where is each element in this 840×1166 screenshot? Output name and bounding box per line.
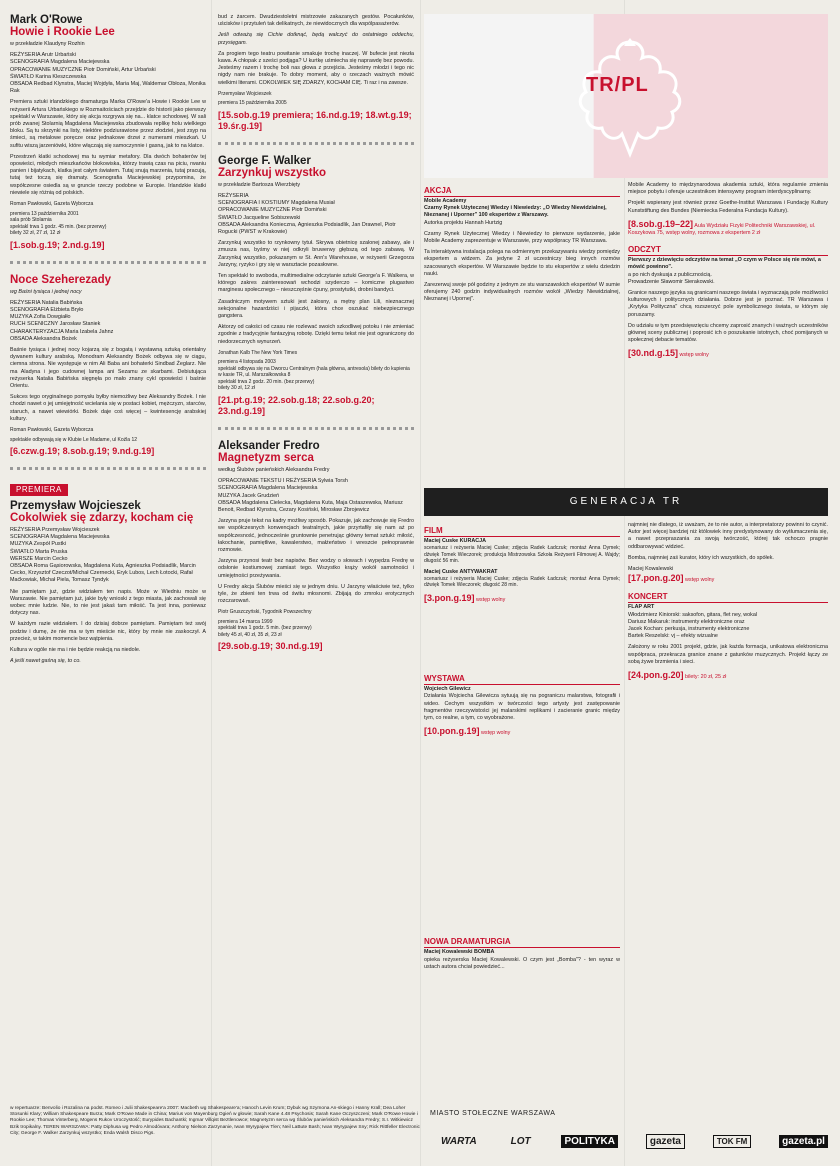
- column-3: [424, 182, 620, 308]
- credit-line: SCENOGRAFIA Elżbieta Bryło: [10, 306, 84, 313]
- translation: w przekładzie Bartosza Wierzbięty: [218, 181, 301, 188]
- wystawa-note: wstęp wolny: [481, 730, 511, 737]
- show-howie-rookie: [10, 14, 206, 251]
- odczyt-sub: Pierwszy z dziewięciu odczytów na temat „O czym w Polsce się nie mówi, a mówić powinno".: [628, 257, 821, 271]
- section-heading: AKCJA: [424, 186, 620, 197]
- title: Zarzynkuj wszystko: [218, 166, 327, 179]
- performer: Włodzimierz Kiniorski: saksofon, gitara, flet ney, wokal: [628, 611, 758, 618]
- credit-line: WERSZE Marcin Cecko: [10, 555, 68, 562]
- credit-line: MUZYKA Jacek Grudzień: [218, 492, 280, 499]
- body-text: Jarzyna pruje tekst na kadry możliwy sposób. Pokazuje, jak zachowuje się Fredro we współczesnych konwencjach teatralnych, jakie przyrtafiły się nam aż po współczesność, jednocześnie gruntownie penetrując główny temat sztuki: miłość, łakochanie, pamiętliwe, kawalerstwo, małżeństwo i wreszcie pełnoprawnie rozmowie.: [218, 518, 414, 553]
- koncert-section: [628, 592, 828, 681]
- akcja-section: [424, 186, 620, 304]
- nowa-dramaturgia-section: [424, 937, 620, 971]
- source: Jonathan Kalb The New York Times: [218, 349, 298, 356]
- separator: [218, 142, 414, 145]
- body-text: W każdym razie widziałem. I do dzisiaj dobrze pamiętam. Pamiętam też swój podziw i dumę, że nie ma w tym mieście nic, który by mnie nie zaskoczył. A przecież, w takim momencie bez wątpienia.: [10, 621, 206, 642]
- separator: [10, 467, 206, 470]
- credit-line: OPRACOWANIE MUZYCZNE Piotr Domiński, Artur Urbański: [10, 66, 156, 73]
- body-text: Działania Wojciecha Gilewicza sytuują się na pograniczu malarstwa, fotografii i wideo. Cechym wszystkim w twórczości tego artysty jest zastępowanie fragmentów rzeczywistości jej malarskimi replikami i zacieranie granic między tym, co realne, a tym, co wyobrażone.: [424, 693, 620, 721]
- nd-item: Maciej Kowalewski BOMBA: [424, 949, 495, 956]
- logo-text: TR/PL: [586, 74, 649, 96]
- column-3-lower: [424, 522, 620, 975]
- body-text: Do udziału w tym przedsięwzięciu chcemy zaprosić znanych i ważnych uczestników głównej sceny publicznej i poprosić ich o poszukanie istotnych, choć pomijanych w społecznej debacie tematów.: [628, 322, 828, 344]
- credits: [10, 300, 206, 343]
- bomba-note: wstęp wolny: [685, 577, 715, 584]
- body-text: Ten spektakl to swoboda, multimedialne odczytanie sztuki George'a F. Walkera, w którego zakres zainteresowań wchodzi szyderczo – komiczne plugastwo marginesu społecznego – nieszczęśnie ćpuny, prostytutki, drobni bandyci.: [218, 273, 414, 294]
- performer: Dariusz Makaruk: instrumenty elektroniczne oraz: [628, 618, 745, 625]
- body-text: Granice naszego języka są granicami naszego świata i wyznaczają pole możliwości kulturowych i politycznych działania. Dobrze jest je poznać. TR Warszawa i „Krytyka Polityczna" chcą rozszerzyć pole symbolicznego świata, w którym się poruszamy.: [628, 290, 828, 318]
- credit-line: SCENOGRAFIA Magdalena Maciejewska: [218, 485, 318, 492]
- body-text: Bomba, najmniej zaś kurator, który ich wszystkich, do spółek.: [628, 554, 774, 561]
- show-magnetyzm: [218, 440, 414, 652]
- akcja-location: Aula Wydziału Fizyki Politechniki Warszawskiej, ul. Koszykowa 75, wstęp wolny, rozmowa z ekspertem 2 zł: [628, 222, 816, 237]
- body-text: najmniej nie dlatego, iż uważam, że to nie autor, a interpretatorzy powinni to czynić. Autor jest więcej bardziej niż któlowiek inny predystynowany do wytłumaczenia się, a nawet przepraszania za swoją twórczość, której tak ochoczo pragnie oddbarowywać widzieć.: [628, 522, 828, 550]
- body-text: Zarzynkuj wszystko to rzynkowny tytuł. Skrywa obietnicę szalonej zabawy, ale i zmusza nas, byśmy w niej odkryli bruwerwy głębszą od tego zabawą. W Zarzynkuj wszystko, pokazanym w St. Ann's Warehouse, w reżyserii Grzegorza Jarzyny, ryzyko i gry się w warsztacie pozasłowne.: [218, 240, 414, 268]
- show-dates: [15.sob.g.19 premiera; 16.nd.g.19; 18.wt.g.19; 19.śr.g.19]: [218, 109, 412, 131]
- credit-line: CHARAKTERYZACJA Maria Izabela Jahnz: [10, 328, 114, 335]
- author: Przemysław Wojcieszek: [10, 500, 141, 513]
- wystawa-item: Wojciech Gilewicz: [424, 686, 471, 693]
- body-text: Kultura w ogóle nie ma i nie będzie reakcją na niedole.: [10, 647, 141, 654]
- column-4: [628, 182, 828, 360]
- body-text: Aktorzy od całości od czasu nie rozlewać swoich szkodliwej potoku i nie zmieniać zgodnie z tradycyjnie fantazyjną robotę. Dzięki temu tekst nie jest ograniczony do niedorzecznych wynurzeń.: [218, 324, 414, 345]
- film-section: [424, 526, 620, 604]
- show-zarzynkuj: [218, 155, 414, 417]
- sponsor-logo: gazeta: [646, 1134, 685, 1149]
- show-dates: [29.sob.g.19; 30.nd.g.19]: [218, 641, 323, 652]
- sponsor-logo: gazeta.pl: [779, 1135, 828, 1148]
- wystawa-dates: [10.pon.g.19]: [424, 726, 480, 737]
- info: premiera 13 października 2001: [10, 210, 79, 217]
- credit-line: OPRACOWANIE TEKSTU I REŻYSERIA Sylwia Torsh: [218, 478, 348, 485]
- sponsor-logo: WARTA: [441, 1135, 477, 1147]
- credit-line: OPRACOWANIE MUZYCZNE Piotr Domiński: [218, 207, 327, 214]
- odczyt-section: [628, 245, 828, 359]
- credit-line: ŚWIATŁO Karina Kleszczewska: [10, 73, 87, 80]
- repertoire-footer: w repertuarze: Benvolio i Rozalina na podst. Romeo i Julii Shakespeare'a 2007: Macbeth wg Shakespeare'a; Hanoch Levin Krum; Dybuk wg Szymona An-skiego i Hanny Krall; Dea Loher Stosunki Klary; William Shakespeare Burza; Mark O'Rowe Made in China; Marius von Mayenburg Ogień w głowie; Sarah Kane 4.48 Psychosis; Sarah Kane Oczyszczeni; Mark O'Rowe Howie i Rookie Lee; Thomas Vinterberg, Mogens Rukov Uroczystość; Eurypides Bachantki; Ingmar Villqist Beztlenowce; Magnetyzm serca wg Ślubów panieńskich Aleksandra Fredry; S.I. Witkiewicz Bzik tropikalny. TEREN WARSZAWA: Patty Diphusa wg Pedro Almodóvara; Anthony Nielson Zarzynanie, Iwan Wyrypajew Tlen; Neil LaBute Bash; Iwan Wyrypajew Sny; Rick Rittfeller Electronic City; George F. Walker Zarzynkuj wszystko; Enda Walsh Disco Pigs.: [10, 1106, 420, 1136]
- akcja-sub: Czarny Rynek Użytecznej Wiedzy i Niewiedzy: „O Wiedzy Niewidzialnej, Nieznanej i Uporner" 100 ekspertów z Warszawy.: [424, 205, 607, 219]
- city-label: MIASTO STOŁECZNE WARSZAWA: [430, 1110, 556, 1117]
- info: spektakl trwa 2 godz. 20 min. (bez przerwy): [218, 378, 315, 385]
- credit-line: ŚWIATŁO Jacqueline Sobiszewski: [218, 214, 301, 221]
- source: Przemysław Wojcieszek: [218, 90, 272, 97]
- title: Magnetyzm serca: [218, 451, 314, 464]
- column-1: [10, 14, 206, 669]
- akcja-head: Mobile Academy: [424, 198, 467, 204]
- akcja-author: Autorka projektu Hannah Hurtzig: [424, 219, 503, 226]
- body-text: Zasadniczym motywem sztuki jest żałosny, a mętny plan Lili, nieznacznej sekcjonalne hazardziści i pijaczki, która chce oszukać niebezpiecznego gangstera.: [218, 298, 414, 320]
- author: George F. Walker: [218, 154, 311, 167]
- odczyt-dates: [30.nd.g.15]: [628, 348, 679, 359]
- credit-line: MUZYKA Zespół Pustki: [10, 541, 67, 548]
- info: premiera 15 października 2005: [218, 100, 287, 107]
- info: premiera 14 marca 1999: [218, 618, 273, 625]
- body-text: Premiera sztuki irlandzkiego dramaturga Marka O'Rowe'a Howie i Rookie Lee w reżyserii Artura Urbańskiego w Rozmaitościach przejdzie do historii jako pierwszy spektakl w Warszawie, który się akcja rozgrywa się na... klatce schodowej. W sali prób zwanej Stolarnią Magdalena Maciejewska zbudowała replikę holu wielkiego bloku. Są tu skrzynki na listy, niektóre podziurawione przez złodziei, jest zsyp na śmieci, są metalowe poręcze oraz jednakowe drzwi z numerami mieszkań. U sufitu wiszą jarzeniówki, które włączają się samoczynnie i gasną, jak to na klatce.: [10, 99, 206, 149]
- credit-line: OBSADA Roma Gąsiorowska, Magdalena Kuta, Agnieszka Podsiadlik, Marcin Cecko, Krzysztof Czeczot/Michał Czernecki, Eryk Lubos, Lech Łotocki, Rafał Maćkowiak, Michał Piela, Tomasz Tyndyk: [10, 563, 196, 584]
- credits: [10, 52, 206, 95]
- credits: [218, 193, 414, 236]
- koncert-item: FLAP ART: [628, 604, 655, 611]
- odczyt-host: Prowadzenie Sławomir Sierakowski.: [628, 278, 715, 285]
- title: Noce Szeherezady: [10, 273, 111, 286]
- body-text: Baśnie tysiąca i jednej nocy kojarzą się z bogatą i wystawną sztuką orientalny dywanem kultury arabską. Monodram Aleksandry Bożek odbywa się w ciągu, ciemna strona. Nie występuje w nim Ali Baba ani bohaterki Sindbad Żeglarz. Nie ma Aladyna i jego cudownej lampa ani Sezamu ze skarbami. Debiutująca reżyserka Natalia Babińska sięgnęła po mało znany cykl opowieści i baśnie Orientu.: [10, 346, 206, 389]
- body-text: bud z żarcem. Dwudziestoletni mistrzowie zakazanych gestów. Pocałunków, uścisków i przytuleń tak delikatnych, że niewidocznych dla wspólpasażerów.: [218, 14, 414, 28]
- wystawa-section: [424, 674, 620, 737]
- source: Roman Pawłowski, Gazeta Wyborcza: [10, 427, 94, 434]
- credit-line: OBSADA Redbad Klynstra, Maciej Wojdyła, Maria Maj, Waldemar Obłoza, Monika Rak: [10, 81, 206, 95]
- show-dates: [6.czw.g.19; 8.sob.g.19; 9.nd.g.19]: [10, 446, 155, 457]
- info: premiera 4 listopada 2003: [218, 359, 276, 366]
- sponsor-logo: TOK FM: [713, 1135, 752, 1148]
- credits: [218, 478, 414, 514]
- body-text: Jeśli odważą się Cichie dotknąć, będą walczyć do ostatniego oddechu, przysięgam.: [218, 32, 414, 46]
- info: bilety 32 zł, 27 zł, 12 zł: [10, 230, 61, 237]
- info: sala prób Stolarnia: [10, 217, 52, 224]
- info: spektakl trwa 1 godz. 45 min. (bez przerwy): [10, 223, 107, 230]
- info: spektakle odbywają się w Klubie Le Madame, ul Koźla 12: [10, 436, 138, 443]
- info: spektakl odbywa się na Dworcu Centralnym (hala główna, antresola) bilety do kupienia w kasie TR, ul. Marszałkowska 8: [218, 365, 410, 379]
- subtitle: wg Baśni tysiąca i jednej nocy: [10, 288, 82, 295]
- film-credits: scenariusz i reżyseria Maciej Cuske; zdjęcia Radek Ładczuk; montaż Anna Dymek; dźwięk Tomek Wieczorek; produkcja Mistrzowska Szkoła Reżyserii Filmowej A. Wajdy; długość 56 min.: [424, 545, 620, 565]
- film-dates: [3.pon.g.19]: [424, 592, 475, 603]
- koncert-dates: [24.pon.g.20]: [628, 670, 684, 681]
- signature: Maciej Kowalewski: [628, 566, 674, 573]
- odczyt-note: wstęp wolny: [679, 352, 709, 359]
- credit-line: OBSADA Magdalena Cielecka, Magdalena Kuta, Maja Ostaszewska, Mariusz Benoit, Redbad Klynstra, Cezary Kosiński, Mirosław Zbrojewicz: [218, 499, 403, 513]
- credit-line: RUCH SCENICZNY Jarosław Staniek: [10, 321, 101, 328]
- akcja-dates: [8.sob.g.19–22]: [628, 218, 694, 229]
- translation: w przekładzie Klaudyny Rozhin: [10, 41, 85, 47]
- performer: Bartek Reszelski: vj – efekty wizualne: [628, 633, 718, 640]
- source: Piotr Gruszczyński, Tygodnik Powszechny: [218, 609, 312, 616]
- info: bilety 45 zł, 40 zł, 35 zł, 23 zł: [218, 631, 282, 638]
- author: Mark O'Rowe: [10, 14, 83, 26]
- credit-line: SCENOGRAFIA Magdalena Maciejewska: [10, 534, 110, 541]
- credit-line: REŻYSERIA Przemysław Wojcieszek: [10, 527, 100, 534]
- credits: [10, 527, 206, 585]
- credit-line: OBSADA Aleksandra Bożek: [10, 335, 77, 342]
- credit-line: SCENOGRAFIA I KOSTIUMY Magdalena Musiał: [218, 200, 335, 207]
- eagle-icon: [560, 24, 700, 174]
- show-cokolwiek: [10, 480, 206, 665]
- bomba-dates: [17.pon.g.20]: [628, 573, 684, 584]
- film-note: wstęp wolny: [476, 596, 506, 603]
- odczyt-sub2: a po nich dyskusja z publicznością.: [628, 271, 712, 278]
- title: Cokolwiek się zdarzy, kocham cię: [10, 512, 194, 525]
- body-text: U Fredry akcja Ślubów mieści się w jednym dniu. U Jarzyny właściwie też, tylko tyle, że zbieni ten trwa od świtu młosnomi. Zbijają do zmroku erotycznych rozczarowań.: [218, 583, 414, 605]
- show-cokolwiek-cont: [218, 14, 414, 132]
- section-heading: ODCZYT: [628, 245, 828, 256]
- title: Howie i Rookie Lee: [10, 26, 115, 38]
- koncert-note: bilety: 20 zł, 25 zł: [685, 674, 727, 681]
- section-heading: NOWA DRAMATURGIA: [424, 937, 620, 948]
- author: Aleksander Fredro: [218, 439, 320, 452]
- credit-line: ŚWIATŁO Marta Pruska: [10, 548, 68, 555]
- generacja-tr-bar: GENERACJA TR: [424, 488, 828, 516]
- show-dates: [1.sob.g.19; 2.nd.g.19]: [10, 239, 105, 250]
- show-dates: [21.pt.g.19; 22.sob.g.18; 22.sob.g.20; 23.nd.g.19]: [218, 394, 375, 416]
- body-text: Ta interaktywna instalacja polega na odmiennym przekazywaniu wiedzy pomiędzy ekspertem a widzem. Za jedyne 2 zł uczestniczy bieg innych rozmów szacowanych ekspertów. W Warszawie będzie to stu ekspertów z wielu dziedzin nauki.: [424, 249, 620, 277]
- film-item: Maciej Cuske ANTYWAKRAT: [424, 568, 498, 575]
- body-text: Przestrzeń klatki schodowej ma tu wymiar metafory. Dla dwóch bohaterów tej opowieści, młodych mieszkańców blokowiska, którzy trawią czas na piciu, rwaniu panien i bijatykach, klatka jest całym światem. Tutaj snują marzenia, tutaj pracują, tutaj też toczą się dramaty. Scenografia Maciejewskiej przypomina, że współczesne osiedla są w gruncie rzeczy podobne w Europie. Irlandzkie klatki niewiele się różnią od polskich.: [10, 153, 206, 196]
- note: A jeśli nawet gaśną się, to co.: [10, 658, 81, 665]
- sponsor-logo: POLITYKA: [561, 1135, 618, 1148]
- body-text: Za progiem tego teatru powitanie smakuje trochę inaczej. W bufecie jest niezła kawa. A chłopak z sześci podjąga? U kurtkę uśmiecha się naprawdę bez powodu. Jesteśmy razem i trochę boli nas głowa z przejścia. Jesteśmy młodzi i tego nic nigdy nam nie brakuje. To dobry moment, aby o rzeczach ważnych mówić wielkimi literami. COKOLWIEK SIĘ ZDARZY, KOCHAM CIĘ. Ti raz i na zawsze.: [218, 50, 414, 86]
- section-heading: WYSTAWA: [424, 674, 620, 685]
- body-text: Czarny Rynek Użytecznej Wiedzy i Niewiedzy to pierwsze wydarzenie, jakie Mobile Academy zaprezentuje w Warszawie, przy współpracy TR Warszawa.: [424, 230, 620, 245]
- body-text: Sukces tego oryginalnego pomysłu byłby niemożliwy bez Aleksandry Bożek. I nie chodzi nawet o jej umiejętność wcielania się w postaci kobiet, mężczyzn, starców, staruch, a nawet wiewiórki. Bożek daje coś więcej – kwintesencję arabskiej kultury.: [10, 394, 206, 422]
- credit-line: SCENOGRAFIA Magdalena Maciejewska: [10, 59, 110, 66]
- separator: [218, 427, 414, 430]
- info: spektakl trwa 1 godz. 5 min. (bez przerwy): [218, 625, 312, 632]
- separator: [10, 261, 206, 264]
- translation: według Ślubów panieńskich Aleksandra Fredry: [218, 466, 330, 473]
- credit-line: REŻYSERIA Arutr Urbański: [10, 52, 76, 59]
- premiere-badge: PREMIERA: [10, 484, 68, 496]
- sponsor-logos: [438, 1130, 828, 1152]
- body-text: Jarzyna przynosi teatr bez napisów. Bez wodzy o słowach i wypędza Fredrę w odsłonie kostiumowej zamiast tego. Wszystko krąży wokół samotności i umiejętności przeżywania.: [218, 558, 414, 579]
- film-credits: scenariusz i reżyseria Maciej Cuske; zdjęcia Radek Ładczuk; montaż Anna Dymek; dźwięk Tomek Wieczorek; długość 28 min.: [424, 575, 620, 589]
- credit-line: REŻYSERIA: [218, 193, 249, 200]
- film-item: Maciej Cuske KURACJA: [424, 538, 487, 544]
- credit-line: REŻYSERIA Natalia Babińska: [10, 299, 83, 306]
- show-noce-szeherezady: [10, 274, 206, 457]
- section-heading: FILM: [424, 526, 620, 537]
- body-text: Nie pamiętam już, gdzie widziałem ten napis. Może w Wiedniu może w Warszawie. Nie pamiętam już, jakie były wnioski z tego miasta, jak zachowali się wobec mnie ludzie. Nie, to nie jest jakaś tam miłość. Ta jest inna, poniewaz dotyczy nas.: [10, 588, 206, 617]
- body-text: Zarezerwuj swoje pół godziny z jednym ze stu warszawskich ekspertów! W sumie oferujemy 240 godzin indywidualnych rozmów wokół „Wiedzy Niewidzialnej, Nieznanej i Upornej".: [424, 282, 620, 303]
- body-text: Mobile Academy to międzynarodowa akademia sztuki, która regularnie zmienia miejsce pobytu i oferuje uczestnikom intensywny program interdyscyplinarny.: [628, 182, 828, 196]
- sponsor-logo: LOT: [510, 1135, 531, 1147]
- performer: Jacek Kochan: perkusja, instrumenty elektroniczne: [628, 626, 750, 633]
- column-4-lower: [628, 522, 828, 681]
- info: bilety 30 zł, 12 zł: [218, 385, 255, 392]
- source: Roman Pawłowski, Gazeta Wyborcza: [10, 201, 94, 208]
- section-heading: KONCERT: [628, 592, 828, 603]
- body-text: Założony w roku 2001 projekt, gdzie, jak każda formacja, unikatowa elektroniczna współpraca, przekracza granice znane z gatunków muzycznych. Projekt łączy ze sobą żywe brzmienia i sieci.: [628, 644, 828, 665]
- body-text: Projekt wspierany jest również przez Goethe-Institut Warszawa i Fundację Kultury Kunststiftung des Bundes (Niemiecka Federalna Fundacja Kultury).: [628, 200, 828, 214]
- column-2: [218, 14, 414, 655]
- body-text: opieka reżyserska Maciej Kowalewski. O czym jest „Bomba"? - ten wyraz w ustach autora chciał powiedzieć...: [424, 956, 620, 970]
- credit-line: OBSADA Aleksandra Konieczna, Agnieszka Podsiadlik, Jan Drawnel, Piotr Rogucki (PWST w Krakowie): [218, 221, 396, 236]
- credit-line: MUZYKA Zofia Dowgiałło: [10, 314, 71, 321]
